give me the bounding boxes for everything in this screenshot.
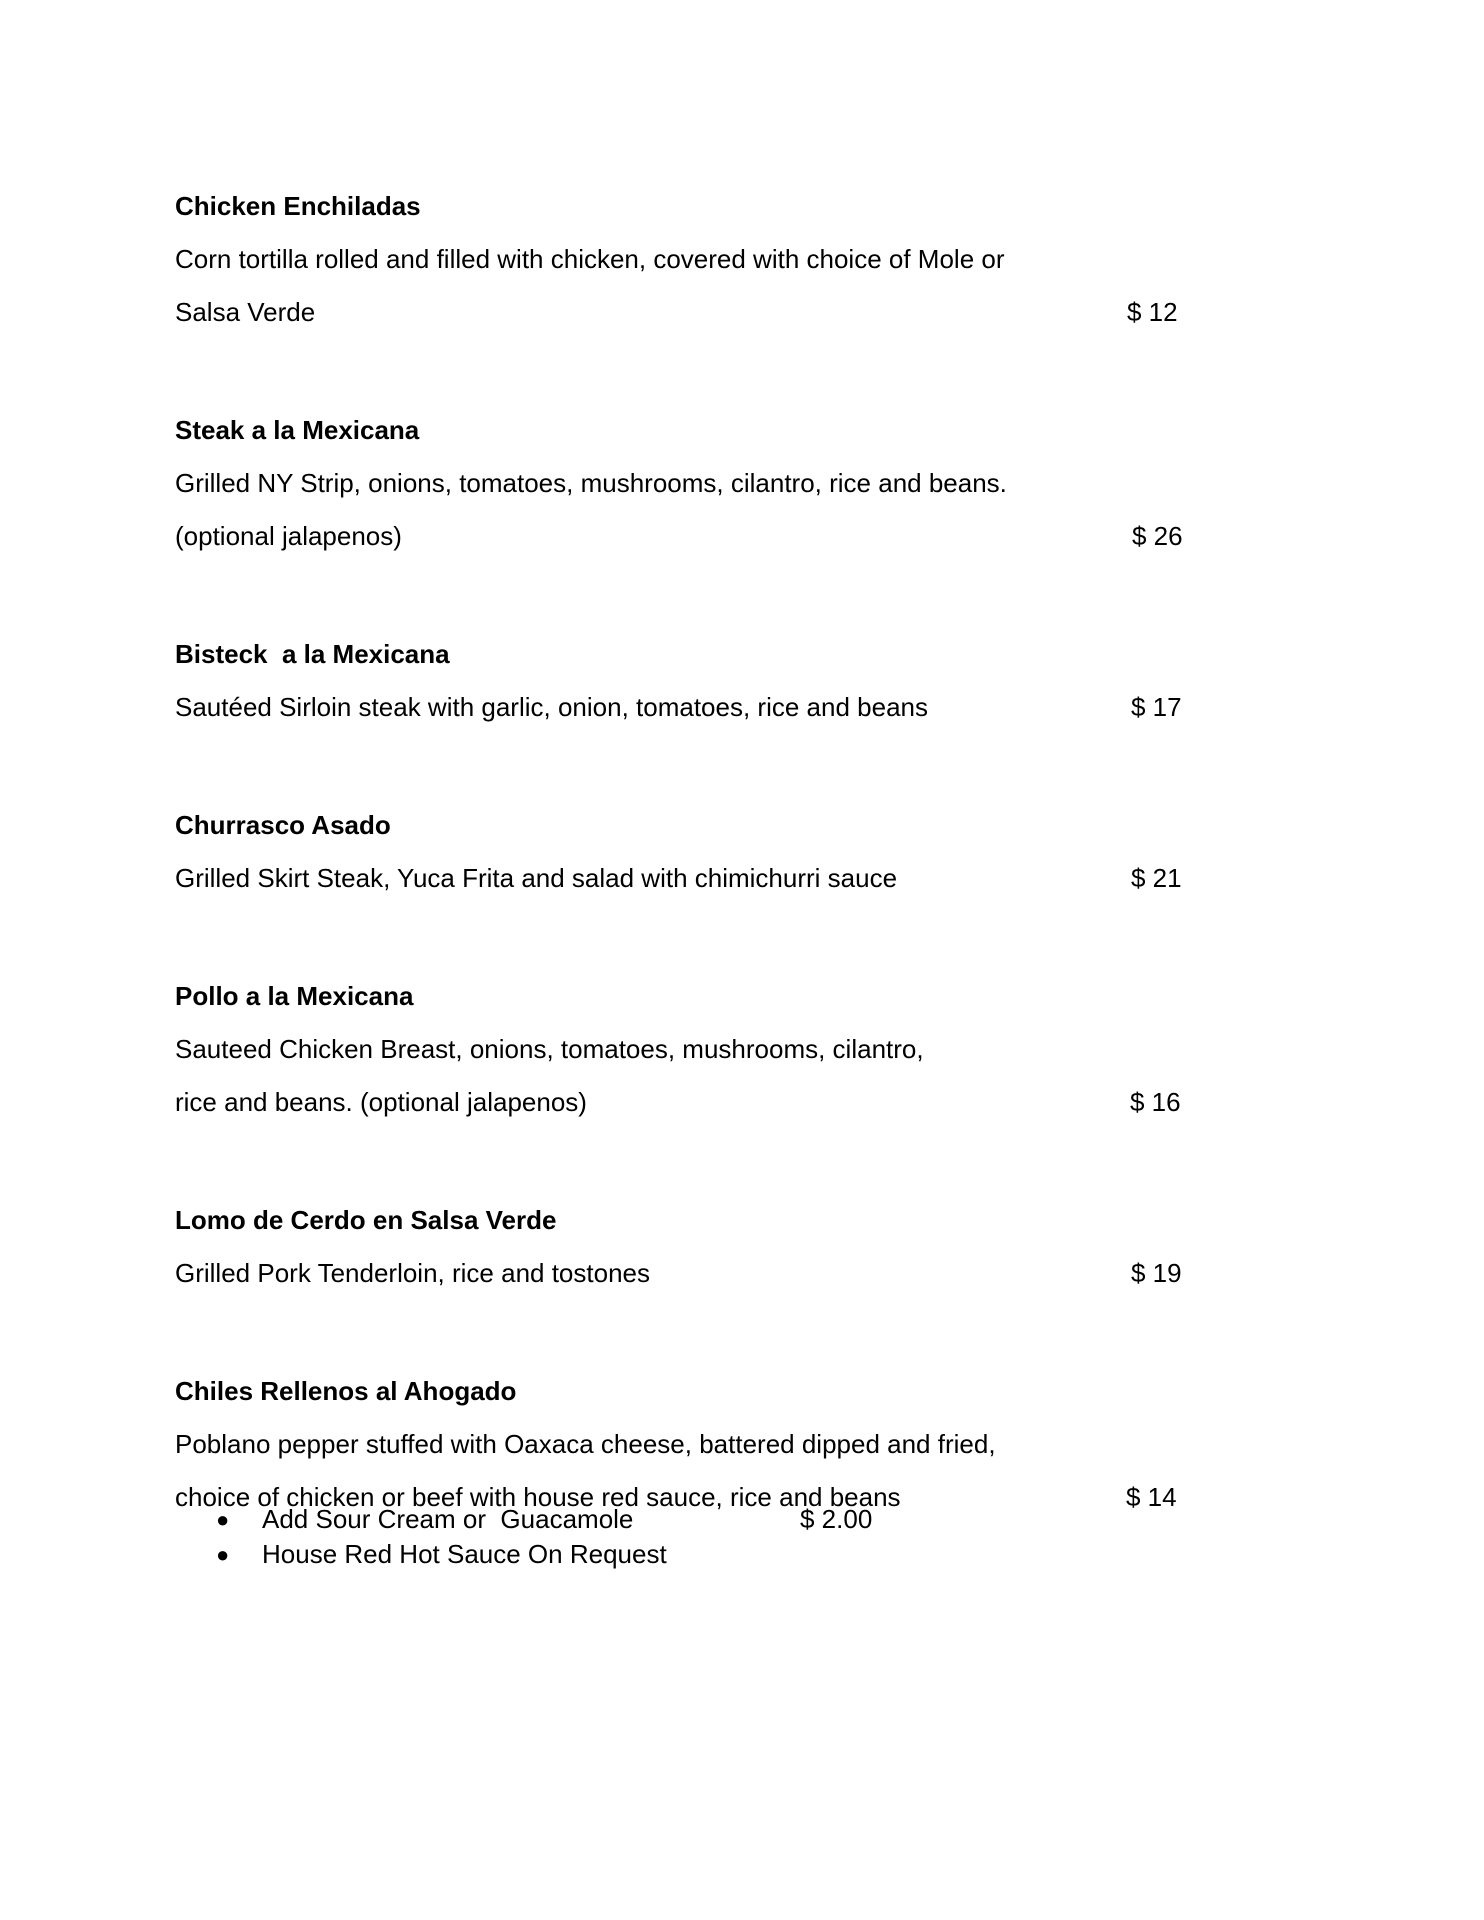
item-price: $ 12 (1127, 297, 1178, 327)
menu-item (175, 190, 1225, 328)
item-name: Churrasco Asado (175, 810, 391, 840)
item-description-line (175, 691, 1225, 723)
menu-item (175, 1204, 1225, 1289)
item-description-text: Grilled Pork Tenderloin, rice and tostones (175, 1258, 650, 1288)
extra-price: $ 2.00 (800, 1504, 873, 1534)
item-price: $ 17 (1131, 692, 1182, 722)
extras-list-item (216, 1537, 1016, 1572)
item-description-line (175, 1086, 1225, 1118)
extras-list (216, 1502, 1016, 1572)
item-name: Chicken Enchiladas (175, 191, 421, 221)
item-price: $ 26 (1132, 521, 1183, 551)
item-description-text: Salsa Verde (175, 297, 316, 327)
item-description-line (175, 862, 1225, 894)
item-description-line: Poblano pepper stuffed with Oaxaca cheese, battered dipped and fried, (175, 1429, 996, 1459)
item-description-text: Sautéed Sirloin steak with garlic, onion, tomatoes, rice and beans (175, 692, 928, 722)
item-description-line (175, 1257, 1225, 1289)
item-description-line (175, 520, 1225, 552)
item-price: $ 16 (1130, 1087, 1181, 1117)
item-description-line: Grilled NY Strip, onions, tomatoes, mushrooms, cilantro, rice and beans. (175, 468, 1007, 498)
menu-item (175, 638, 1225, 723)
menu-item (175, 809, 1225, 894)
item-price: $ 14 (1126, 1482, 1177, 1512)
item-description-line: Sauteed Chicken Breast, onions, tomatoes, mushrooms, cilantro, (175, 1034, 924, 1064)
menu-item (175, 414, 1225, 552)
item-name: Steak a la Mexicana (175, 415, 420, 445)
bullet-icon: ● (216, 1507, 230, 1532)
extra-label: House Red Hot Sauce On Request (262, 1539, 667, 1569)
item-description-line: Corn tortilla rolled and filled with chicken, covered with choice of Mole or (175, 244, 1005, 274)
item-description-line (175, 296, 1225, 328)
item-price: $ 19 (1131, 1258, 1182, 1288)
item-description-text: rice and beans. (optional jalapenos) (175, 1087, 587, 1117)
menu-item (175, 980, 1225, 1118)
item-name: Bisteck a la Mexicana (175, 639, 450, 669)
bullet-icon: ● (216, 1542, 230, 1567)
item-price: $ 21 (1131, 863, 1182, 893)
item-description-text: (optional jalapenos) (175, 521, 402, 551)
extra-label: Add Sour Cream or Guacamole (262, 1504, 634, 1534)
item-name: Lomo de Cerdo en Salsa Verde (175, 1205, 557, 1235)
extras-list-item (216, 1502, 1016, 1537)
menu-items-list (175, 190, 1225, 1513)
menu-item (175, 1375, 1225, 1513)
item-name: Chiles Rellenos al Ahogado (175, 1376, 517, 1406)
item-description-text: choice of chicken or beef with house red sauce, rice and beans (175, 1482, 901, 1512)
item-name: Pollo a la Mexicana (175, 981, 414, 1011)
item-description-text: Grilled Skirt Steak, Yuca Frita and salad with chimichurri sauce (175, 863, 898, 893)
